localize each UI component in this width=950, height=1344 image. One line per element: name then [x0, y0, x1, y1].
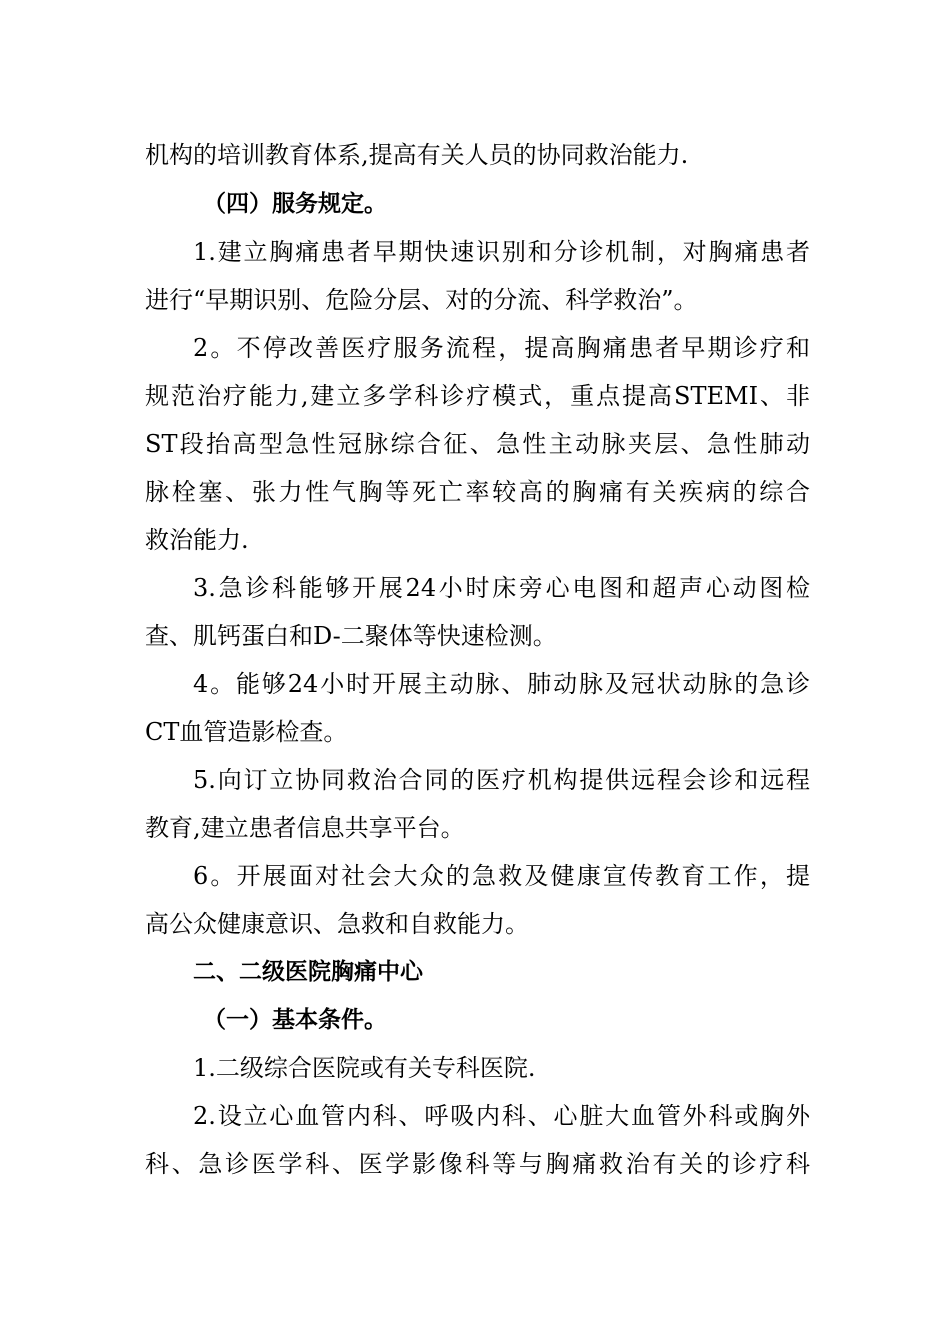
- paragraph-line: 6。开展面对社会大众的急救及健康宣传教育工作，提: [193, 862, 810, 890]
- paragraph-line: 脉栓塞、张力性气胸等死亡率较高的胸痛有关疾病的综合: [145, 478, 810, 506]
- paragraph-line: 进行“早期识别、危险分层、对的分流、科学救治”。: [145, 286, 698, 314]
- section-heading-service-rules: （四）服务规定。: [203, 191, 387, 217]
- paragraph-line: 机构的培训教育体系,提高有关人员的协同救治能力.: [145, 141, 689, 169]
- section-heading-basic-conditions: （一）基本条件。: [203, 1007, 387, 1033]
- paragraph-line: 教育,建立患者信息共享平台。: [145, 814, 465, 842]
- paragraph-line: 4。能够24小时开展主动脉、肺动脉及冠状动脉的急诊: [193, 670, 810, 698]
- paragraph-line: 救治能力.: [145, 526, 249, 554]
- paragraph-line: 2.设立心血管内科、呼吸内科、心脏大血管外科或胸外: [193, 1102, 810, 1130]
- paragraph-line: 2。不停改善医疗服务流程，提高胸痛患者早期诊疗和: [193, 334, 810, 362]
- paragraph-line: 科、急诊医学科、医学影像科等与胸痛救治有关的诊疗科: [145, 1150, 810, 1178]
- paragraph-line: 查、肌钙蛋白和D-二聚体等快速检测。: [145, 622, 557, 650]
- section-heading-secondary-hospital: 二、二级医院胸痛中心: [193, 959, 423, 985]
- paragraph-line: 1.建立胸痛患者早期快速识别和分诊机制，对胸痛患者: [193, 238, 810, 266]
- paragraph-line: 规范治疗能力,建立多学科诊疗模式，重点提高STEMI、非: [145, 382, 810, 410]
- paragraph-line: 高公众健康意识、急救和自救能力。: [145, 910, 529, 938]
- paragraph-line: ST段抬高型急性冠脉综合征、急性主动脉夹层、急性肺动: [145, 430, 810, 458]
- paragraph-line: CT血管造影检查。: [145, 718, 348, 746]
- paragraph-line: 1.二级综合医院或有关专科医院.: [193, 1054, 536, 1082]
- paragraph-line: 3.急诊科能够开展24小时床旁心电图和超声心动图检: [193, 574, 810, 602]
- paragraph-line: 5.向订立协同救治合同的医疗机构提供远程会诊和远程: [193, 766, 810, 794]
